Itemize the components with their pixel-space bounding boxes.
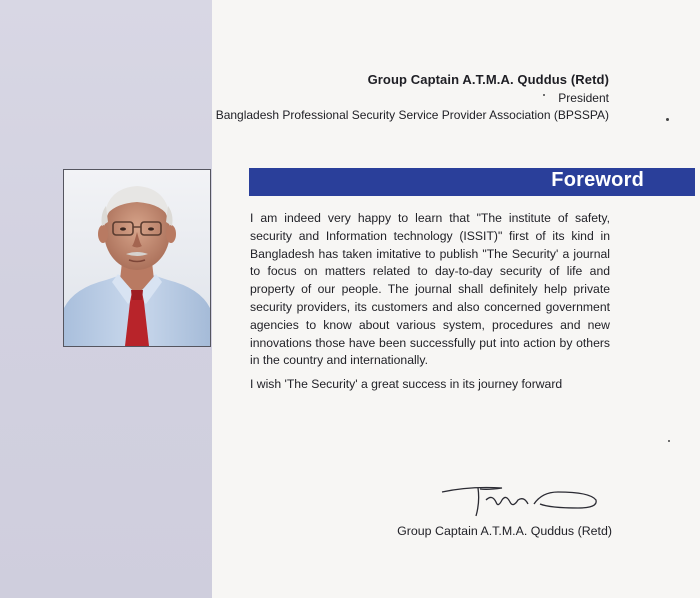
section-title: Foreword bbox=[551, 169, 644, 191]
foreword-paragraph: I am indeed very happy to learn that "The institute of safety, security and Information technology (ISSIT)" first of its kind in Bangladesh has taken imitative to publish "The Security' a journal to focus on matters related to day-to-day security of life and property of our people. The journal shall definitely help private security providers, its customers and also concerned government agencies to know about various system, procedures and new innovations those have been successfully put into action by others in the country and internationally. bbox=[250, 211, 610, 368]
signatory-name: Group Captain A.T.M.A. Quddus (Retd) bbox=[397, 524, 612, 538]
print-speck bbox=[668, 440, 670, 442]
author-name-heading: Group Captain A.T.M.A. Quddus (Retd) bbox=[367, 72, 609, 87]
portrait-illustration bbox=[64, 170, 210, 346]
signature-image bbox=[440, 478, 605, 526]
print-speck bbox=[543, 94, 545, 96]
author-organization: Bangladesh Professional Security Service Provider Association (BPSSPA) bbox=[215, 108, 609, 122]
author-role: President bbox=[558, 91, 609, 105]
closing-line: I wish 'The Security' a great success in its journey forward bbox=[250, 377, 563, 391]
print-speck bbox=[666, 118, 669, 121]
author-portrait bbox=[63, 169, 211, 347]
